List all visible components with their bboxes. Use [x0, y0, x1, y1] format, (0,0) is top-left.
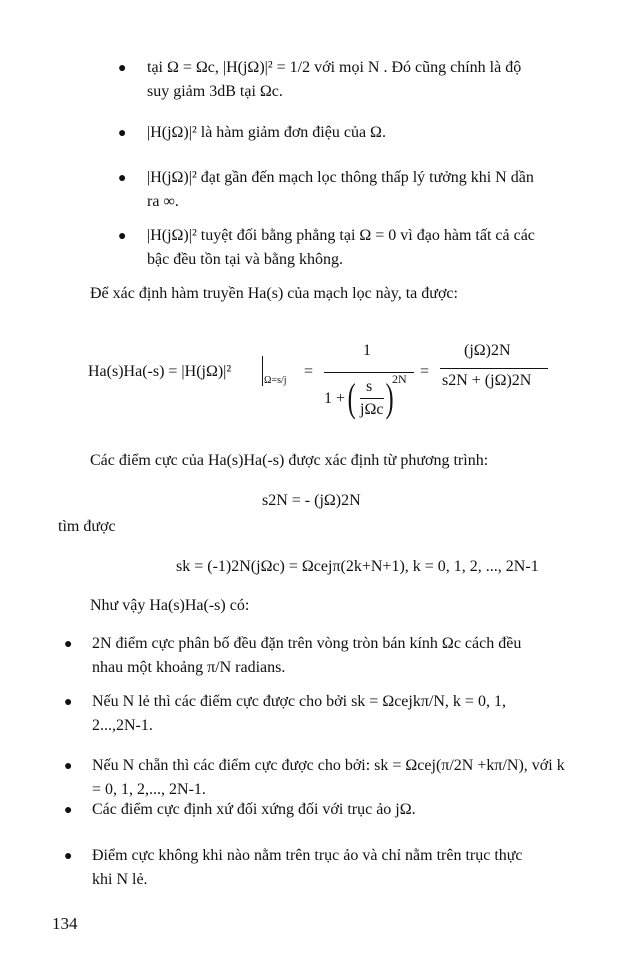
bullet-dot-icon: ● [64, 637, 73, 652]
frac1-denominator-lead: 1 + [324, 390, 346, 407]
frac1-inner-den: jΩc [360, 401, 384, 418]
frac1-numerator: 1 [363, 342, 371, 359]
eval-bar [262, 356, 263, 386]
bullet-dot-icon: ● [118, 171, 127, 186]
bullet-dot-icon: ● [118, 126, 127, 141]
equals-sign: = [304, 363, 314, 380]
bullet-dot-icon: ● [64, 759, 73, 774]
bullet-3-line-1: |H(jΩ)|² đạt gần đến mạch lọc thông thấp lý tưởng khi N dần [147, 169, 534, 186]
bullet-1-line-2: suy giảm 3dB tại Ωc. [147, 83, 283, 100]
bullet-dot-icon: ● [118, 229, 127, 244]
eq-lhs: Ha(s)Ha(-s) = |H(jΩ)|² [88, 363, 232, 380]
frac2-denominator: s2N + (jΩ)2N [442, 372, 532, 389]
left-paren-icon: ( [347, 375, 356, 420]
bullet-dot-icon: ● [64, 849, 73, 864]
bullet-3-line-2: ra ∞. [147, 193, 179, 210]
bullet-b1-line-1: 2N điểm cực phân bố đều đặn trên vòng tròn bán kính Ωc cách đều [92, 635, 522, 652]
frac2-bar [440, 368, 548, 369]
bullet-2-line-1: |H(jΩ)|² là hàm giảm đơn điệu của Ω. [147, 124, 386, 141]
eq-subscript: Ω=s/j [264, 375, 287, 386]
frac1-power: 2N [392, 372, 407, 386]
frac1-inner-num: s [366, 378, 373, 395]
bullet-b4-line-1: Các điểm cực định xứ đối xứng đối với trục ảo jΩ. [92, 801, 416, 818]
bullet-1-line-1: tại Ω = Ωc, |H(jΩ)|² = 1/2 với mọi N . Đó cũng chính là độ [147, 59, 522, 76]
bullet-b3-line-2: = 0, 1, 2,..., 2N-1. [92, 781, 206, 798]
bullet-b1-line-2: nhau một khoảng π/N radians. [92, 659, 286, 676]
bullet-b5-line-1: Điểm cực không khi nào nằm trên trục ảo và chỉ nằm trên trục thực [92, 847, 523, 864]
paragraph-transfer-function: Để xác định hàm truyền Ha(s) của mạch lọc này, ta được: [90, 285, 458, 302]
right-paren-icon: ) [385, 375, 394, 420]
bullet-4-line-1: |H(jΩ)|² tuyệt đối bằng phẳng tại Ω = 0 vì đạo hàm tất cả các [147, 227, 535, 244]
bullet-dot-icon: ● [118, 61, 127, 76]
paragraph-poles: Các điểm cực của Ha(s)Ha(-s) được xác định từ phương trình: [90, 452, 489, 469]
bullet-dot-icon: ● [64, 695, 73, 710]
bullet-b2-line-2: 2...,2N-1. [92, 717, 153, 734]
equation-poles: s2N = - (jΩ)2N [262, 492, 361, 509]
bullet-dot-icon: ● [64, 803, 73, 818]
frac1-inner-bar [360, 398, 384, 399]
bullet-b5-line-2: khi N lẻ. [92, 871, 148, 888]
page-number: 134 [52, 914, 78, 933]
bullet-b2-line-1: Nếu N lẻ thì các điểm cực được cho bởi sk = Ωcejkπ/N, k = 0, 1, [92, 693, 506, 710]
paragraph-found: tìm được [58, 518, 116, 535]
paragraph-therefore: Như vậy Ha(s)Ha(-s) có: [90, 597, 250, 614]
bullet-4-line-2: bậc đều tồn tại và bằng không. [147, 251, 343, 268]
equation-sk: sk = (-1)2N(jΩc) = Ωcejπ(2k+N+1), k = 0, 1, 2, ..., 2N-1 [176, 558, 539, 575]
equals-sign: = [420, 363, 430, 380]
bullet-b3-line-1: Nếu N chẵn thì các điểm cực được cho bởi: sk = Ωcej(π/2N +kπ/N), với k [92, 757, 565, 774]
frac2-numerator: (jΩ)2N [464, 342, 511, 359]
